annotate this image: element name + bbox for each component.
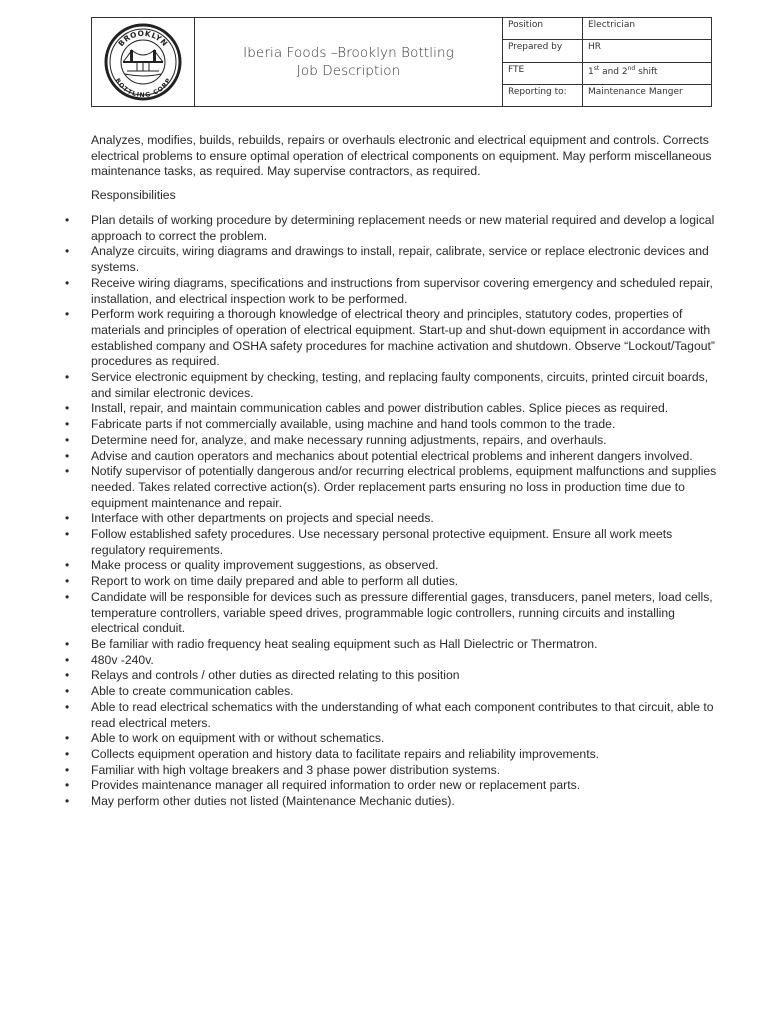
document-header: [91, 17, 712, 107]
list-item: • Familiar with high voltage breakers and 3 phase power distribution systems.: [63, 763, 718, 779]
list-item: • Follow established safety procedures. Use necessary personal protective equipment. Ensure all work meets regulatory requirements.: [63, 527, 718, 558]
list-item: • Make process or quality improvement suggestions, as observed.: [63, 558, 718, 574]
responsibilities-list: [63, 213, 718, 810]
info-table: [503, 18, 711, 106]
fte-label: FTE: [503, 63, 583, 84]
position-value: Electrician: [588, 20, 636, 30]
list-item: • May perform other duties not listed (Maintenance Mechanic duties).: [63, 794, 718, 810]
document-title: Job Description: [296, 63, 401, 79]
list-item: • Able to read electrical schematics with the understanding of what each component contributes to that circuit, able to read electrical meters.: [63, 700, 718, 731]
list-item: • Able to create communication cables.: [63, 684, 718, 700]
list-item: • Install, repair, and maintain communication cables and power distribution cables. Splice pieces as required.: [63, 401, 718, 417]
brooklyn-bottling-logo: [103, 22, 183, 102]
fte-value: [583, 63, 711, 84]
fte-first-suffix: st: [593, 64, 600, 72]
info-row-fte: [503, 63, 711, 85]
list-item: • Advise and caution operators and mechanics about potential electrical problems and inherent dangers involved.: [63, 449, 718, 465]
list-item: • Service electronic equipment by checking, testing, and replacing faulty components, circuits, printed circuit boards, and similar electronic devices.: [63, 370, 718, 401]
logo-top-text: BROOKLYN: [116, 28, 170, 49]
fte-first: 1: [588, 66, 594, 77]
intro-paragraph: Analyzes, modifies, builds, rebuilds, repairs or overhauls electronic and electrical equipment and controls. Corrects electrical problems to ensure optimal operation of electrical components on equipment. May perform miscellaneous maintenance tasks, as required. May supervise contractors, as required.: [91, 133, 712, 179]
list-item: • Report to work on time daily prepared and able to perform all duties.: [63, 574, 718, 590]
info-row-reporting-to: [503, 85, 711, 106]
list-item: • Receive wiring diagrams, specifications and instructions from supervisor covering emergency and scheduled repair, installation, and electrical inspection work to be performed.: [63, 276, 718, 307]
position-label: Position: [503, 18, 583, 39]
prepared-by-value: HR: [588, 42, 602, 53]
prepared-by-label: Prepared by: [503, 40, 583, 61]
company-line: Iberia Foods –Brooklyn Bottling: [243, 45, 454, 61]
list-item: • Be familiar with radio frequency heat sealing equipment such as Hall Dielectric or Thermatron.: [63, 637, 718, 653]
info-row-position: [503, 18, 711, 40]
logo-bottom-text: BOTTLING CORP: [113, 77, 173, 100]
list-item: • Interface with other departments on projects and special needs.: [63, 511, 718, 527]
list-item: • Determine need for, analyze, and make necessary running adjustments, repairs, and overhauls.: [63, 433, 718, 449]
fte-second-suffix: nd: [627, 64, 636, 72]
title-cell: [195, 18, 503, 106]
list-item: • Analyze circuits, wiring diagrams and drawings to install, repair, calibrate, service or replace electronic devices and systems.: [63, 244, 718, 275]
reporting-to-label: Reporting to:: [503, 85, 583, 106]
fte-shift: shift: [635, 66, 658, 77]
responsibilities-heading: Responsibilities: [91, 188, 176, 202]
list-item: • Collects equipment operation and history data to facilitate repairs and reliability improvements.: [63, 747, 718, 763]
list-item: • Plan details of working procedure by determining replacement needs or new material required and develop a logical approach to correct the problem.: [63, 213, 718, 244]
list-item: • Notify supervisor of potentially dangerous and/or recurring electrical problems, equipment malfunctions and supplies needed. Takes related corrective action(s). Order replacement parts ensuring no loss in production time due to equipment maintenance and repair.: [63, 464, 718, 511]
list-item: • Candidate will be responsible for devices such as pressure differential gages, transducers, panel meters, load cells, temperature controllers, variable speed drives, programmable logic controllers, running circuits and installing electrical conduit.: [63, 590, 718, 637]
logo-cell: [92, 18, 195, 106]
list-item: • Perform work requiring a thorough knowledge of electrical theory and principles, statutory codes, properties of materials and principles of operation of electrical equipment. Start-up and shut-down equipment in accordance with established company and OSHA safety procedures for machine activation and shutdown. Observe “Lockout/Tagout” procedures as required.: [63, 307, 718, 370]
list-item: • 480v -240v.: [63, 653, 718, 669]
fte-second: and 2: [599, 66, 628, 77]
list-item: • Provides maintenance manager all required information to order new or replacement parts.: [63, 778, 718, 794]
list-item: • Able to work on equipment with or without schematics.: [63, 731, 718, 747]
list-item: • Fabricate parts if not commercially available, using machine and hand tools common to the trade.: [63, 417, 718, 433]
info-row-prepared-by: [503, 40, 711, 62]
list-item: • Relays and controls / other duties as directed relating to this position: [63, 668, 718, 684]
reporting-to-value: Maintenance Manger: [588, 86, 683, 97]
